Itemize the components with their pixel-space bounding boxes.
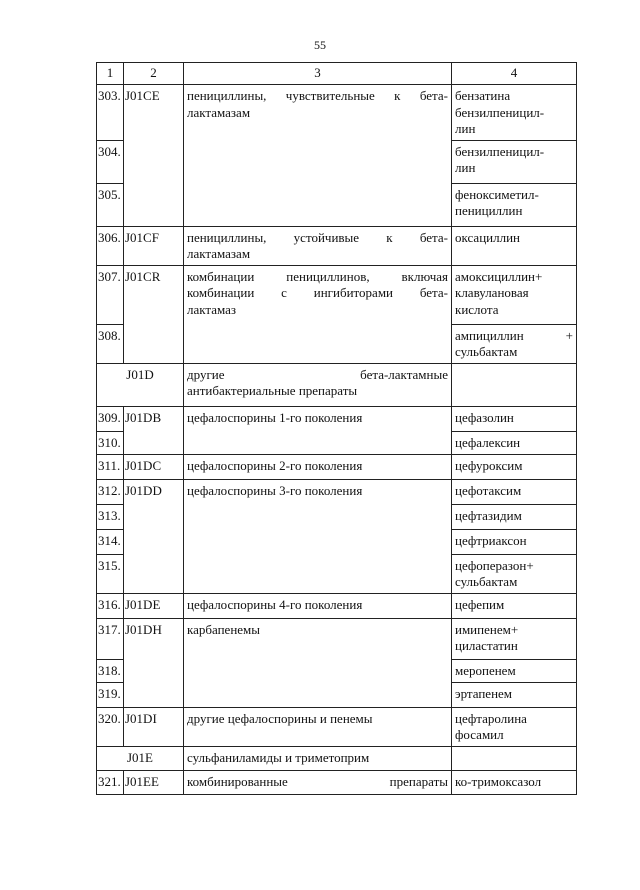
cell-line: лактамазам	[187, 246, 251, 261]
drug-name	[452, 85, 577, 141]
table-row	[97, 226, 577, 265]
cell-line: ко-тримоксазол	[455, 773, 542, 789]
group-description	[184, 593, 452, 618]
header-cell-3: 3	[184, 63, 452, 85]
table-row	[97, 618, 577, 659]
cell-line: кислота	[455, 301, 499, 317]
drug-name	[452, 770, 577, 794]
cell-line: цефалоспорины 2-го поколения	[187, 457, 363, 473]
cell-line: цефотаксим	[455, 482, 522, 498]
cell-line: лин	[455, 160, 476, 175]
drug-name	[452, 682, 577, 707]
row-number: 307.	[97, 265, 124, 324]
group-description	[184, 265, 452, 363]
group-description	[184, 707, 452, 746]
row-number: 306.	[97, 226, 124, 265]
page-number: 55	[314, 38, 326, 52]
cell-line: феноксиметил-	[455, 186, 539, 202]
group-description	[184, 363, 452, 406]
cell-line: комбинации пенициллинов, включая	[187, 268, 448, 284]
group-description	[184, 454, 452, 479]
atc-code: J01EE	[124, 770, 184, 794]
header-cell-4: 4	[452, 63, 577, 85]
cell-line: другие бета-лактамные	[187, 366, 448, 382]
cell-line: цефепим	[455, 596, 505, 612]
cell-line: антибактериальные препараты	[187, 383, 358, 398]
table-row	[97, 770, 577, 794]
cell-line: имипенем+	[455, 621, 519, 637]
row-number: 320.	[97, 707, 124, 746]
table-row	[97, 593, 577, 618]
row-number: 321.	[97, 770, 124, 794]
group-description	[184, 85, 452, 227]
drug-name	[452, 226, 577, 265]
atc-code: J01CF	[124, 226, 184, 265]
cell-line: клавулановая	[455, 285, 529, 300]
cell-line: цефтриаксон	[455, 532, 527, 548]
cell-line: лактамазам	[187, 104, 251, 120]
drug-name	[452, 406, 577, 431]
table-row	[97, 265, 577, 324]
atc-code: J01CE	[124, 85, 184, 227]
row-number: 311.	[97, 454, 124, 479]
cell-line: пенициллины, чувствительные к бета-	[187, 88, 448, 103]
atc-code: J01DE	[124, 593, 184, 618]
table-row	[97, 707, 577, 746]
row-number: 303.	[97, 85, 124, 141]
drug-name	[452, 479, 577, 504]
drug-name	[452, 140, 577, 183]
drug-name	[452, 593, 577, 618]
cell-line: комбинированные препараты	[187, 773, 448, 789]
drug-table	[96, 62, 577, 795]
cell-line: эртапенем	[455, 685, 513, 701]
drug-name	[452, 707, 577, 746]
drug-name	[452, 659, 577, 682]
cell-line: бензилпеницил-	[455, 104, 545, 120]
table-row	[97, 406, 577, 431]
cell-line: цефалексин	[455, 434, 521, 450]
drug-name	[452, 618, 577, 659]
drug-name	[452, 554, 577, 593]
row-number: 309.	[97, 406, 124, 431]
cell-line: цефазолин	[455, 409, 514, 425]
drug-name	[452, 324, 577, 363]
cell-line: пенициллин	[455, 203, 523, 218]
atc-code: J01DI	[124, 707, 184, 746]
cell-line: сульфаниламиды и триметоприм	[187, 749, 370, 765]
group-code-cell: J01D	[97, 363, 184, 406]
empty-drug-cell	[452, 746, 577, 770]
drug-name	[452, 265, 577, 324]
row-number: 308.	[97, 324, 124, 363]
cell-line: цефалоспорины 4-го поколения	[187, 596, 363, 612]
empty-drug-cell	[452, 363, 577, 406]
cell-line: сульбактам	[455, 574, 518, 589]
row-number: 318.	[97, 659, 124, 682]
row-number: 314.	[97, 529, 124, 554]
cell-line: цефтаролина	[455, 710, 527, 726]
atc-code: J01DC	[124, 454, 184, 479]
cell-line: ампициллин +	[455, 327, 573, 343]
row-number: 312.	[97, 479, 124, 504]
cell-line: пенициллины, устойчивые к бета-	[187, 229, 448, 245]
row-number: 310.	[97, 431, 124, 454]
atc-code: J01CR	[124, 265, 184, 363]
group-description	[184, 770, 452, 794]
drug-name	[452, 431, 577, 454]
group-description	[184, 406, 452, 454]
table-row	[97, 363, 577, 406]
atc-code: J01DH	[124, 618, 184, 707]
drug-name	[452, 454, 577, 479]
cell-line: меропенем	[455, 662, 516, 678]
table-row	[97, 479, 577, 504]
row-number: 315.	[97, 554, 124, 593]
header-row	[97, 63, 577, 85]
cell-line: лин	[455, 121, 476, 136]
group-description	[184, 618, 452, 707]
header-cell-1: 1	[97, 63, 124, 85]
group-code-cell: J01E	[97, 746, 184, 770]
table-row	[97, 85, 577, 141]
atc-code: J01DD	[124, 479, 184, 593]
row-number: 317.	[97, 618, 124, 659]
cell-line: цефтазидим	[455, 507, 522, 523]
cell-line: другие цефалоспорины и пенемы	[187, 710, 373, 726]
group-description	[184, 746, 452, 770]
table-row	[97, 746, 577, 770]
cell-line: оксациллин	[455, 229, 520, 245]
drug-name	[452, 183, 577, 226]
row-number: 305.	[97, 183, 124, 226]
cell-line: комбинации с ингибиторами бета-	[187, 285, 448, 300]
group-description	[184, 479, 452, 593]
row-number: 319.	[97, 682, 124, 707]
header-cell-2: 2	[124, 63, 184, 85]
cell-line: амоксициллин+	[455, 268, 543, 284]
drug-name	[452, 529, 577, 554]
table-row	[97, 454, 577, 479]
cell-line: бензилпеницил-	[455, 143, 545, 159]
cell-line: фосамил	[455, 727, 504, 742]
row-number: 316.	[97, 593, 124, 618]
group-description	[184, 226, 452, 265]
cell-line: цефалоспорины 1-го поколения	[187, 409, 363, 425]
cell-line: сульбактам	[455, 344, 518, 359]
cell-line: цефуроксим	[455, 457, 523, 473]
drug-name	[452, 504, 577, 529]
cell-line: бензатина	[455, 88, 511, 103]
row-number: 304.	[97, 140, 124, 183]
atc-code: J01DB	[124, 406, 184, 454]
cell-line: цефалоспорины 3-го поколения	[187, 482, 363, 498]
row-number: 313.	[97, 504, 124, 529]
cell-line: циластатин	[455, 638, 518, 653]
cell-line: карбапенемы	[187, 621, 261, 637]
cell-line: лактамаз	[187, 301, 237, 317]
cell-line: цефоперазон+	[455, 557, 534, 573]
